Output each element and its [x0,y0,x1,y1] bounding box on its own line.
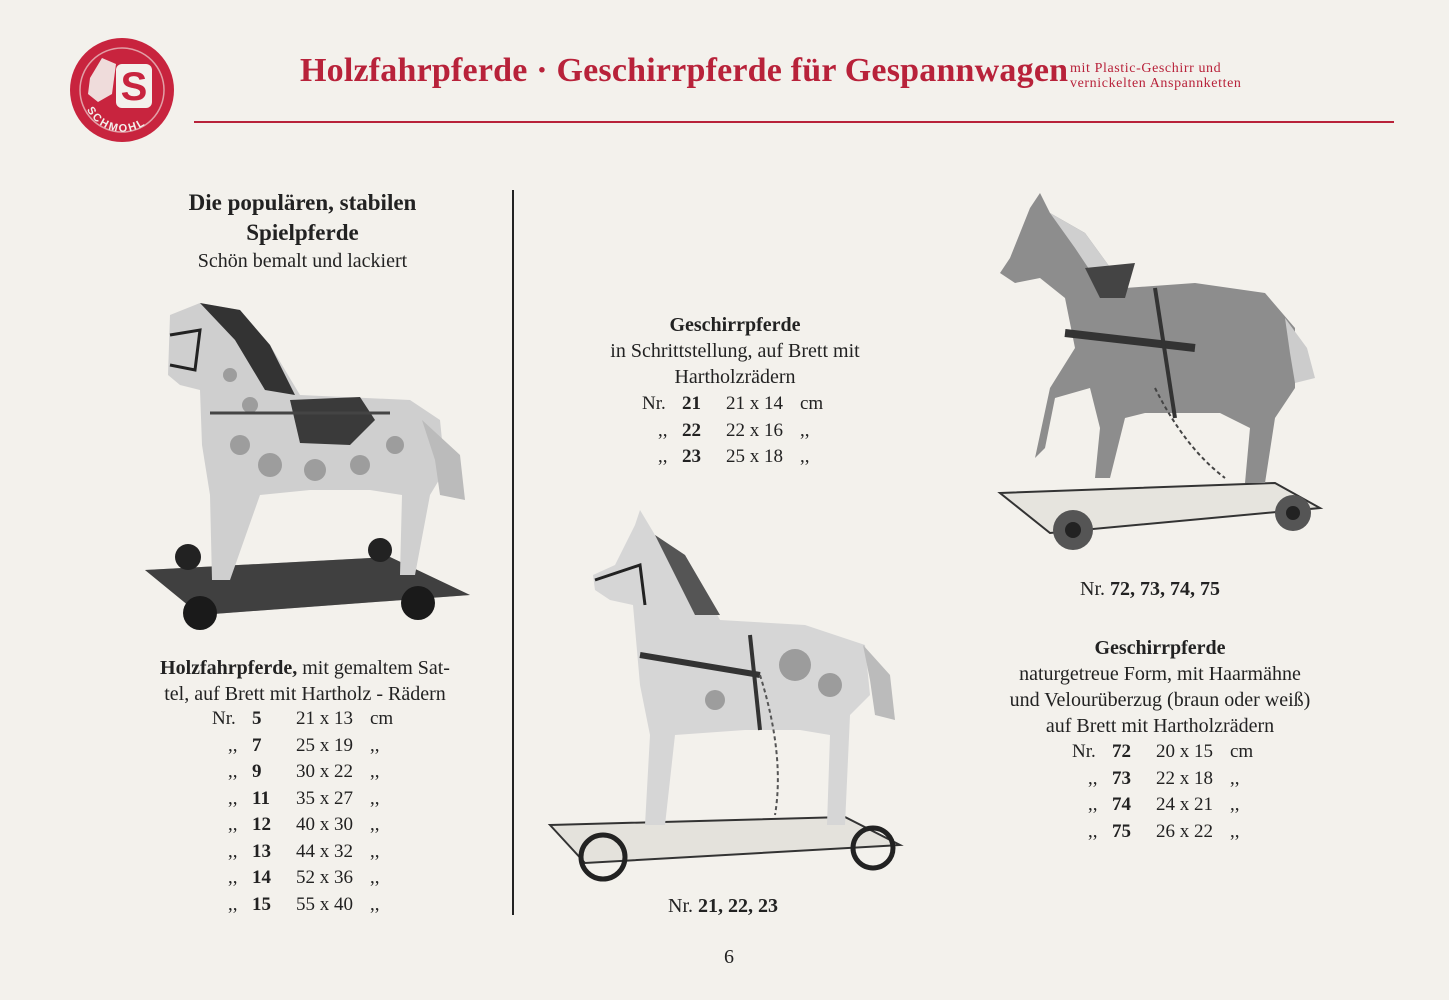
row-prefix: ,, [1088,767,1098,789]
title-note-line2: vernickelten Anspannketten [1070,76,1242,91]
table-row [1060,741,1280,768]
right-description [960,635,1360,739]
right-caption-numbers: 72, 73, 74, 75 [1110,578,1220,600]
left-description-line1 [122,655,488,681]
row-unit: ,, [1230,767,1240,789]
middle-line1: in Schrittstellung, auf Brett mit [610,340,860,362]
table-row [200,761,420,788]
row-number: 15 [252,893,271,915]
table-row [200,735,420,762]
row-size: 21 x 14 [726,393,783,414]
row-unit: ,, [370,787,380,809]
middle-caption-prefix: Nr. [668,895,693,917]
row-size: 55 x 40 [296,893,353,915]
right-line3: auf Brett mit Hartholzrädern [1045,715,1275,737]
row-prefix: ,, [228,893,238,915]
row-prefix: Nr. [212,708,236,729]
title-note [1070,61,1242,91]
row-number: 13 [252,840,271,862]
row-number: 74 [1112,794,1131,815]
right-heading: Geschirrpferde [1094,637,1226,659]
table-row [200,841,420,868]
row-prefix: ,, [228,814,238,835]
row-prefix: ,, [1088,820,1098,842]
left-description-rest: mit gemaltem Sat- [297,657,450,679]
row-size: 22 x 18 [1156,767,1213,789]
table-row [630,420,850,447]
table-row [1060,768,1280,795]
header-rule [194,121,1394,123]
row-size: 20 x 15 [1156,741,1213,762]
left-size-table [200,708,420,920]
row-number: 5 [252,708,262,729]
row-prefix: ,, [228,734,238,756]
row-unit: ,, [800,419,810,441]
column-divider [512,190,514,915]
row-unit: ,, [1230,820,1240,842]
right-caption-prefix: Nr. [1080,578,1105,600]
row-prefix: Nr. [642,393,666,414]
row-size: 44 x 32 [296,840,353,862]
row-size: 26 x 22 [1156,820,1213,842]
row-size: 40 x 30 [296,814,353,835]
right-line2: und Velourüberzug (braun oder weiß) [1009,689,1311,711]
left-heading-line1: Die populären, stabilen [188,190,417,215]
row-number: 14 [252,867,271,888]
right-caption [1080,578,1220,601]
left-description-line2: tel, auf Brett mit Hartholz - Rädern [164,683,446,705]
row-unit: ,, [370,893,380,915]
svg-text:SCHMOHL: SCHMOHL [84,104,149,135]
page-title: Holzfahrpferde · Geschirrpferde für Gespannwagen [300,52,1069,89]
middle-caption-numbers: 21, 22, 23 [698,895,778,917]
left-heading-line2: Spielpferde [246,220,359,245]
middle-description [565,312,905,390]
row-number: 75 [1112,820,1131,842]
left-subheading: Schön bemalt und lackiert [197,250,408,272]
row-prefix: ,, [658,446,668,467]
row-size: 25 x 19 [296,734,353,756]
table-row [200,814,420,841]
row-prefix: ,, [228,761,238,782]
row-size: 35 x 27 [296,787,353,809]
row-prefix: ,, [228,867,238,888]
page-number: 6 [724,946,734,968]
right-size-table [1060,741,1280,847]
row-unit: ,, [370,867,380,888]
row-unit: cm [800,393,824,414]
table-row [200,894,420,921]
row-size: 21 x 13 [296,708,353,729]
row-unit: ,, [370,761,380,782]
row-number: 23 [682,446,701,467]
harness-horse-image [545,505,915,890]
row-size: 30 x 22 [296,761,353,782]
row-number: 9 [252,761,262,782]
table-row [200,708,420,735]
row-unit: ,, [370,840,380,862]
row-prefix: ,, [1088,794,1098,815]
right-line1: naturgetreue Form, mit Haarmähne [1019,663,1301,685]
row-number: 73 [1112,767,1131,789]
row-unit: ,, [370,814,380,835]
schmohl-logo [68,36,176,144]
row-prefix: Nr. [1072,741,1096,762]
middle-heading: Geschirrpferde [669,314,801,336]
realistic-horse-image [995,188,1325,553]
row-unit: ,, [800,446,810,467]
left-heading [130,188,475,274]
row-unit: cm [1230,741,1254,762]
row-number: 22 [682,419,701,441]
table-row [200,867,420,894]
title-note-line1: mit Plastic-Geschirr und [1070,61,1222,76]
left-description [122,655,488,707]
row-number: 11 [252,787,270,809]
row-number: 12 [252,814,271,835]
row-unit: cm [370,708,394,729]
row-size: 24 x 21 [1156,794,1213,815]
left-description-bold: Holzfahrpferde, [160,657,298,679]
row-number: 7 [252,734,262,756]
row-unit: ,, [370,734,380,756]
svg-text:S: S [120,65,148,109]
table-row [200,788,420,815]
middle-line2: Hartholzrädern [674,366,796,388]
row-prefix: ,, [228,787,238,809]
table-row [1060,794,1280,821]
middle-size-table [630,393,850,473]
row-size: 22 x 16 [726,419,783,441]
table-row [1060,821,1280,848]
row-size: 52 x 36 [296,867,353,888]
middle-caption [668,895,778,918]
row-unit: ,, [1230,794,1240,815]
row-prefix: ,, [658,419,668,441]
row-size: 25 x 18 [726,446,783,467]
row-prefix: ,, [228,840,238,862]
dapple-horse-image [140,295,470,635]
row-number: 72 [1112,741,1131,762]
table-row [630,446,850,473]
row-number: 21 [682,393,701,414]
table-row [630,393,850,420]
